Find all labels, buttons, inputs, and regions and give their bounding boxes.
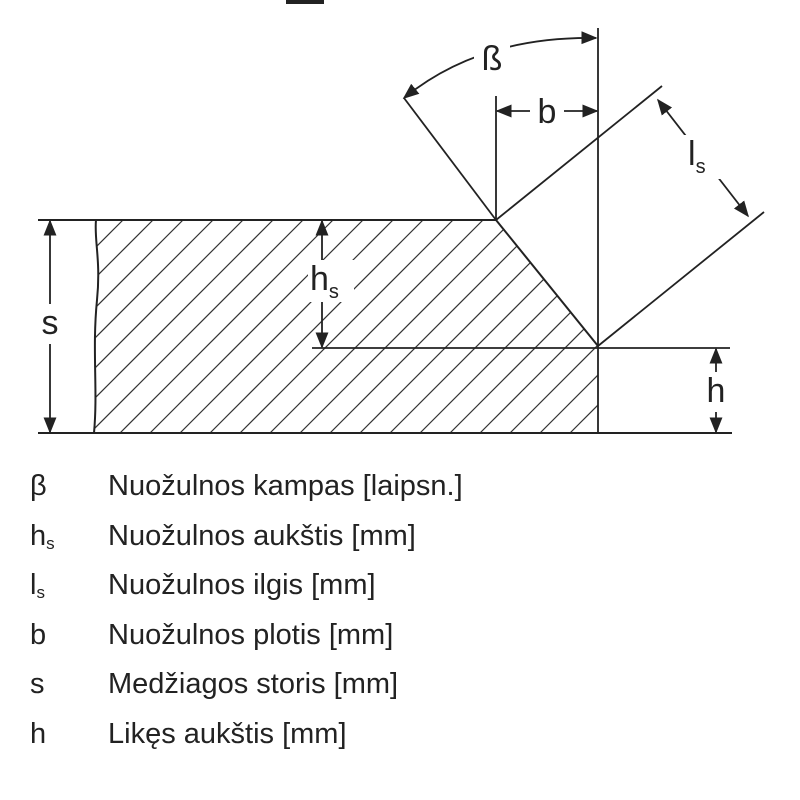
legend-description: Likęs aukštis [mm] — [108, 717, 347, 750]
legend-row-h — [28, 718, 768, 768]
legend-description: Nuožulnos aukštis [mm] — [108, 519, 416, 552]
legend-symbol: b — [30, 618, 47, 651]
hs-label: $h_s$ — [310, 260, 339, 303]
legend-row-beta — [28, 470, 768, 520]
legend-symbol: h — [30, 717, 47, 750]
plate-hatching — [0, 220, 783, 433]
legend-row-s — [28, 668, 768, 718]
h-label: h — [706, 372, 726, 410]
legend-row-b — [28, 619, 768, 669]
ls-label: $l_s$ — [688, 135, 706, 178]
legend-symbol: s — [30, 668, 45, 700]
plate-outline — [38, 220, 732, 433]
legend — [28, 470, 768, 767]
construction-lines — [312, 28, 764, 433]
legend-symbol: $h_s$ — [30, 519, 55, 553]
legend-description: Nuožulnos plotis [mm] — [108, 618, 394, 651]
legend-row-hs — [28, 520, 768, 570]
b-label: b — [537, 93, 557, 131]
legend-description: Nuožulnos ilgis [mm] — [108, 569, 376, 601]
legend-description: Nuožulnos kampas [laipsn.] — [108, 470, 463, 502]
legend-symbol: β — [30, 470, 47, 502]
legend-symbol: $l_s$ — [30, 569, 45, 602]
beta-label: ß — [481, 40, 503, 78]
legend-row-ls — [28, 569, 768, 619]
s-label: s — [41, 304, 59, 342]
legend-description: Medžiagos storis [mm] — [108, 668, 399, 700]
top-edge-fragment — [286, 0, 324, 4]
